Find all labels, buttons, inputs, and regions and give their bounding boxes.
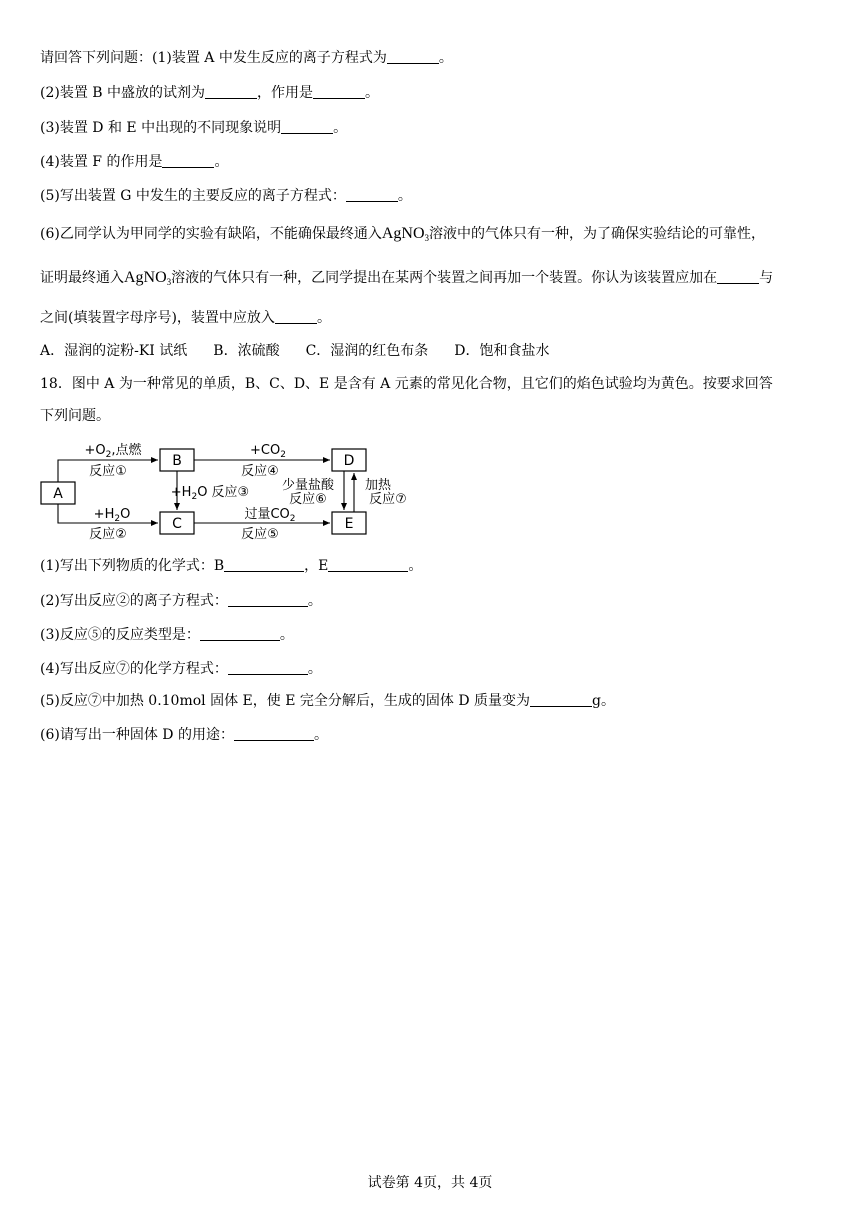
- answer-blank[interactable]: [228, 592, 308, 607]
- q18-part6: (6)请写出一种固体 D 的用途： 。: [40, 727, 328, 743]
- q18-stem-line1: 18．图中 A 为一种常见的单质，B、C、D、E 是含有 A 元素的常见化合物，且它们的焰色试验均为黄色。按要求回答: [40, 376, 773, 392]
- label-r6-top: 少量盐酸: [281, 478, 335, 493]
- answer-blank[interactable]: [328, 557, 408, 572]
- answer-blank[interactable]: [228, 660, 308, 675]
- reaction-diagram: [38, 440, 428, 540]
- answer-blank[interactable]: [717, 269, 759, 284]
- agno3-formula: AgNO$_3$: [124, 269, 172, 287]
- q18-part4: (4)写出反应⑦的化学方程式： 。: [40, 661, 322, 677]
- node-e: E: [344, 516, 354, 532]
- label-r5-bottom: 反应⑤: [241, 527, 279, 540]
- answer-blank[interactable]: [224, 557, 304, 572]
- q18-part1: (1)写出下列物质的化学式：B ，E 。: [40, 558, 423, 574]
- node-d: D: [343, 453, 355, 469]
- node-c: C: [172, 516, 182, 532]
- q17-part5: (5)写出装置 G 中发生的主要反应的离子方程式： 。: [40, 188, 412, 204]
- q18-part2: (2)写出反应②的离子方程式： 。: [40, 593, 322, 609]
- label-r4-top: $+CO_2$: [250, 443, 286, 460]
- node-a: A: [53, 486, 63, 502]
- label-r5-top: 过量$CO_2$: [244, 507, 296, 524]
- label-r1-top: $+O_2$,点燃: [84, 443, 142, 460]
- answer-blank[interactable]: [275, 309, 317, 324]
- label-r2-bottom: 反应②: [89, 527, 127, 540]
- q18-part5: (5)反应⑦中加热 0.10mol 固体 E，使 E 完全分解后，生成的固体 D 质量变为 g。: [40, 693, 615, 709]
- q17-part6-line3: 之间(填装置字母序号)，装置中应放入 。: [40, 310, 331, 326]
- option-d[interactable]: D．饱和食盐水: [454, 343, 550, 359]
- q18-stem-line2: 下列问题。: [40, 408, 110, 424]
- q18-part3: (3)反应⑤的反应类型是： 。: [40, 627, 294, 643]
- answer-blank[interactable]: [234, 726, 314, 741]
- option-a[interactable]: A．湿润的淀粉-KI 试纸: [40, 343, 188, 359]
- label-r1-bottom: 反应①: [89, 464, 127, 479]
- node-b: B: [172, 453, 182, 469]
- q17-part3: (3)装置 D 和 E 中出现的不同现象说明 。: [40, 120, 348, 136]
- answer-blank[interactable]: [200, 626, 280, 641]
- answer-blank[interactable]: [387, 49, 439, 64]
- answer-blank[interactable]: [313, 84, 365, 99]
- q17-part6-line2: 证明最终通入AgNO$_3$溶液的气体只有一种，乙同学提出在某两个装置之间再加一个装置。你认为该装置应加在 与: [40, 269, 774, 287]
- answer-blank[interactable]: [162, 153, 214, 168]
- q17-part4: (4)装置 F 的作用是 。: [40, 154, 229, 170]
- answer-blank[interactable]: [346, 187, 398, 202]
- option-b[interactable]: B．浓硫酸: [213, 343, 280, 359]
- option-c[interactable]: C．湿润的红色布条: [305, 343, 429, 359]
- q17-part2: (2)装置 B 中盛放的试剂为 ，作用是 。: [40, 85, 380, 101]
- page-footer: 试卷第 4页，共 4页: [367, 1175, 493, 1191]
- answer-blank[interactable]: [205, 84, 257, 99]
- label-r4-bottom: 反应④: [241, 464, 279, 479]
- label-r7-top: 加热: [364, 478, 392, 493]
- label-r2-top: $+H_2O$: [93, 507, 131, 524]
- label-r6-bottom: 反应⑥: [289, 492, 327, 507]
- q17-part1: 请回答下列问题：(1)装置 A 中发生反应的离子方程式为 。: [40, 50, 453, 66]
- q17-part6-line1: (6)乙同学认为甲同学的实验有缺陷，不能确保最终通入AgNO$_3$溶液中的气体只有一种，为了确保实验结论的可靠性，: [40, 225, 766, 243]
- answer-blank[interactable]: [530, 692, 592, 707]
- q17-options: [40, 341, 576, 361]
- answer-blank[interactable]: [281, 119, 333, 134]
- label-r3: $+H_2O$ 反应③: [170, 485, 250, 502]
- agno3-formula: AgNO$_3$: [381, 225, 430, 243]
- label-r7-bottom: 反应⑦: [369, 492, 407, 507]
